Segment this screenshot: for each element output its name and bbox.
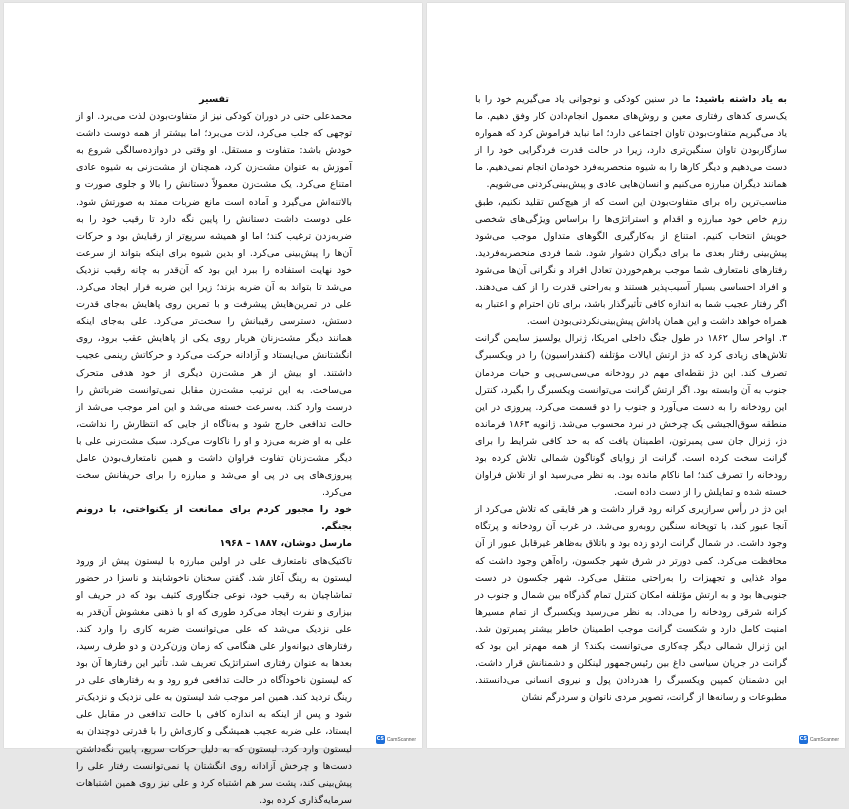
- paragraph: تاکتیک‌های نامتعارف علی در اولین مبارزه با لیستون پیش از ورود لیستون به رینگ آغاز شد. گفتن سخنان ناخوشایند و ناسزا در حضور تماشاچیان به رقیب خود، نوعی جنگاوری کثیف بود که در حریف او بیزاری و نفرت ایجاد می‌کرد طوری که او با ذهنی مغشوش آن‌قدر به علی نزدیک می‌شد که علی می‌توانست ضربه کاری را وارد کند. رفتارهای دیوانه‌وار علی هنگامی که زمان وزن‌کردن و دو طرف رسید، بعدها به عنوان رفتاری استراتژیک تعریف شد. تأثیر این رفتارها آن بود که لیستون ناخودآگاه در حالت تدافعی فرو رود و به رفتارهای علی در رینگ تردید کند. همین امر موجب شد لیستون به علی نزدیک و نزدیک‌تر شود و پس از اینکه به اندازه کافی با حالت تدافعی در مقابل علی ایستاد، علی ضربه عجیب همیشگی و کاری‌اش را با قدرتی دوچندان به لیستون وارد کرد. لیستون که به دلیل حرکات سریع، پایین نگه‌داشتن دست‌ها و چرخش آزادانه روی انگشتان پا نمی‌توانست رفتار علی را پیش‌بینی کند، پشت سر هم اشتباه کرد و علی نیز روی همین اشتباهات سرمایه‌گذاری کرده بود.: [76, 555, 352, 806]
- right-page: [427, 3, 845, 748]
- quote-line: خود را مجبور کردم برای ممانعت از یکنواختی، با درونم بجنگم.: [76, 504, 352, 533]
- camscanner-icon: CS: [376, 736, 384, 742]
- camscanner-icon: CS: [799, 736, 807, 742]
- scanner-watermark: [799, 735, 839, 744]
- reminder-text: ما در سنین کودکی و نوجوانی یاد می‌گیریم خود را با یک‌سری کدهای رفتاری معین و روش‌های معمول انجام‌دادن کار وفق دهیم. ما یاد می‌گیریم متفاوت‌بودن تاوان اجتماعی دارد؛ اما نباید فراموش کرد که همواره سازگاربودن تاوان سنگین‌تری دارد، زیرا در حالت قدرت فردگرایی خود را از دست می‌دهیم و دیگر کارها را به شیوه منحصربه‌فرد خودمان انجام نمی‌دهیم. ما همانند دیگران مبارزه می‌کنیم و انسان‌هایی عادی و پیش‌بینی‌کردنی می‌شویم.: [475, 94, 787, 191]
- section-heading: تفسیر: [199, 94, 229, 105]
- left-page-text: [76, 91, 352, 809]
- paragraph: این دژ در رأس سرازیری کرانه رود قرار داشت و هر قایقی که تلاش می‌کرد از آنجا عبور کند، با توپخانه سنگین روبه‌رو می‌شد. در غرب آن رودخانه و پرتگاه وجود داشت. در شمال گرانت اردو زده بود و باتلاق به‌ظاهر غیرقابل عبور از آن محافظت می‌کرد. کمی دورتر در شرق شهر جکسون، راه‌آهن وجود داشت که مواد غذایی و تجهیزات را به‌راحتی منتقل می‌کرد. شهر جکسون در دست جنوبی‌ها بود و به ارتش مؤتلفه امکان کنترل تمام گذرگاه بین شمال و جنوب در کرانه شرقی رودخانه را می‌داد. به نظر می‌رسید ویکسبرگ از تمام مسیرها امنیت کامل دارد و شکست گرانت موجب اطمینان خاطر بیشتر پمبرتون شد. این ژنرال شمالی دیگر چه‌کاری می‌توانست بکند؟ از همه مهم‌تر این بود که گرانت در جریان سیاسی داغ بین رئیس‌جمهور لینکلن و دشمنانش قرار داشت. این دشمنان کمپین ویکسبرگ را هدردادن پول و نیروی انسانی می‌دانستند. مطبوعات و رسانه‌ها از گرانت، تصویر مردی ناتوان و سردرگم نشان: [475, 504, 787, 704]
- watermark-label: CamScanner: [386, 736, 416, 743]
- right-page-text: [475, 91, 787, 706]
- reminder-label: به یاد داشته باشید:: [694, 94, 787, 105]
- paragraph: مناسب‌ترین راه برای متفاوت‌بودن این است که از هیچ‌کس تقلید نکنیم، طبق رزم خاص خود مبارزه و اقدام و استراتژی‌ها را براساس ویژگی‌های شخصی خویش انتخاب کنیم. امتناع از به‌کارگیری الگوهای متداول موجب می‌شود پیش‌بینی رفتار بعدی ما برای دیگران دشوار شود. شما فردی منحصربه‌فردید. رفتارهای نامتعارف شما موجب برهم‌خوردن تعادل افراد و نگرانی آن‌ها می‌شود و افراد احساسی بسیار آسیب‌پذیر هستند و به‌راحتی قدرت را از کف می‌دهند. اگر رفتار عجیب شما به اندازه کافی تأثیرگذار باشد، برای تان احترام و اعتبار به همراه خواهد داشت و این همان پاداش پیش‌بینی‌نکردنی‌بودن است.: [475, 196, 787, 328]
- watermark-label: CamScanner: [809, 736, 839, 743]
- scanner-watermark: [376, 735, 416, 744]
- left-page: [4, 3, 422, 806]
- paragraph: ۳. اواخر سال ۱۸۶۲ در طول جنگ داخلی امریکا، ژنرال یولسیز سایمن گرانت تلاش‌های زیادی کرد که دژ ارتش ایالات مؤتلفه (کنفدراسیون) را در ویکسبرگ تصرف کند. این دژ نقطه‌ای مهم در رودخانه می‌سی‌سی‌پی و حیات مردمان جنوب به آن وابسته بود. اگر ارتش گرانت می‌توانست ویکسبرگ را بگیرد، کنترل این رودخانه را به دست می‌آورد و جنوب را دو قسمت می‌کرد. پیروزی در این منطقه سوق‌الجیشی یک چرخش در نبرد محسوب می‌شد. ژانویه ۱۸۶۳ فرمانده دژ، ژنرال جان سی پمبرتون، اطمینان یافت که به حد کافی شرایط را برای گرانت سخت کرده است. گرانت از زوایای گوناگون شمالی تلاش کرده بود رودخانه را تصرف کند؛ اما ناکام مانده بود. به نظر می‌رسید او از تلاش فراوان خسته شده و تمایلش را از دست داده است.: [475, 333, 787, 499]
- quote-attribution: مارسل دوشان، ۱۸۸۷ – ۱۹۶۸: [219, 538, 352, 550]
- paragraph: [475, 91, 787, 194]
- paragraph: محمدعلی حتی در دوران کودکی نیز از متفاوت‌بودن لذت می‌برد. او از توجهی که جلب می‌کرد، لذت می‌برد؛ اما بیشتر از همه دوست داشت خودش باشد: متفاوت و مستقل. او وقتی در دوازده‌سالگی شروع به آموزش به عنوان مشت‌زن کرد، همچنان از مشت‌زنی به شیوه عادی امتناع می‌کرد. یک مشت‌زن معمولاً دستانش را بالا و جلوی صورت و بالاتنه‌اش می‌گیرد و آماده است مانع ضربات ممتد به صورتش شود. علی دوست داشت دستانش را پایین نگه دارد تا رقیب خود را به ضربه‌زدن ترغیب کند؛ اما او همیشه سریع‌تر از رقبایش بود و حرکات آن‌ها را پیش‌بینی می‌کرد. او بدین شیوه برای اینکه بتواند از سرعت خود نهایت استفاده را ببرد این بود که آن‌قدر به چانه رقیب نزدیک می‌شد تا بتواند به آن ضربه بزند؛ زیرا این ضربه فرار ایجاد می‌کرد. علی در تمرین‌هایش پیشرفت و با تمرین روی پاهایش به‌جای قدرت دستش، دسترسی رقیبانش را سخت‌تر می‌کرد. علی به‌جای اینکه همانند دیگر مشت‌زنان هربار روی یکی از پاهایش عقب برود، روی انگشتانش می‌ایستاد و آزادانه حرکت می‌کرد و حرکاتش رینمی عجیب داشتند. او بیش از هر مشت‌زن دیگری از خود هدفی متحرک می‌ساخت. به این ترتیب مشت‌زن مقابل نمی‌توانست ضرباتش را درست وارد کند. به‌سرعت خسته می‌شد و این امر موجب می‌شد از حالت تدافعی خارج شود و به‌ناگاه از جایی که انتظارش را نداشت، علی به او ضربه می‌زد و او را ناکاوت می‌کرد. سبک مشت‌زنی علی با دیگر مشت‌زنان تفاوت فراوان داشت و همین نامتعارف‌بودن عامل پیروزی‌های پی در پی او می‌شد و مبارزه را برای حریفانش سخت می‌کرد.: [76, 111, 352, 499]
